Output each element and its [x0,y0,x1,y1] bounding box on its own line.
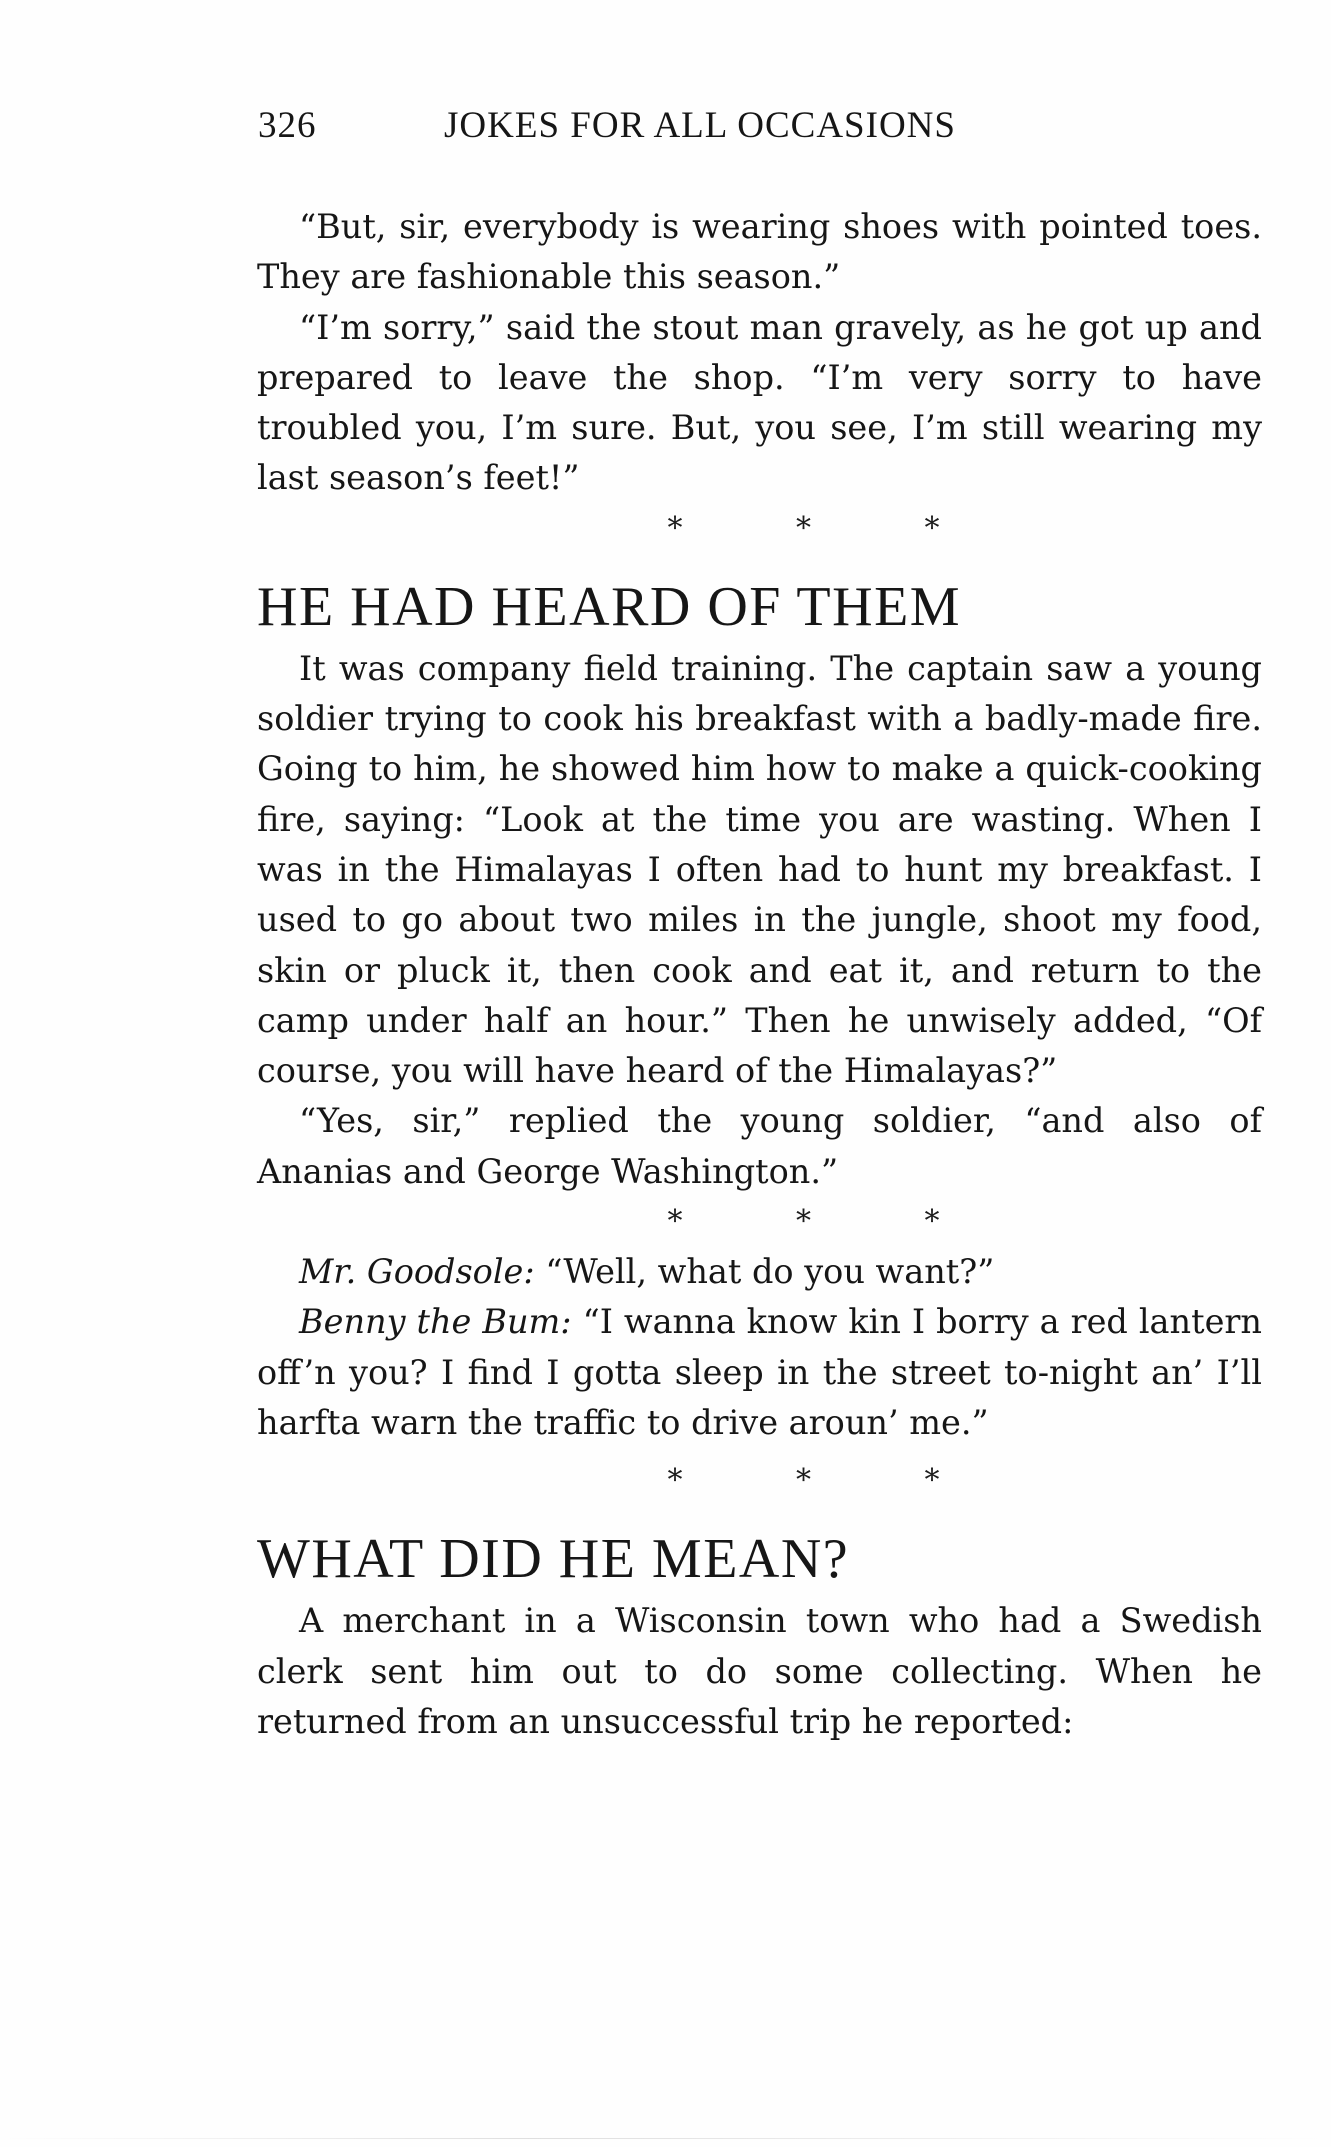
heading-he-had-heard-of-them: HE HAD HEARD OF THEM [257,575,962,638]
scan-edge-line [0,2138,1331,2139]
body-text [257,202,1262,1747]
running-head [258,100,1078,152]
book-title: JOKES FOR ALL OCCASIONS [444,105,956,146]
speaker-name: Benny the Bum: [299,1302,572,1342]
heading-what-did-he-mean: WHAT DID HE MEAN? [257,1528,850,1591]
page-number: 326 [258,105,317,146]
dialogue-text: “I wanna know kin I borry a red lantern off’n you? I find I gotta sleep in the street to-night an’ I’ll harfta warn the traffic to drive aroun’ me.” [257,1302,1262,1442]
paragraph-field-training: It was company field training. The captain saw a young soldier trying to cook his breakfast with a badly-made fire. Going to him, he showed him how to make a quick-cooking fire, saying: “Look at the time you are wasting. When I was in the Himalayas I often had to hunt my breakfast. I used to go about two miles in the jungle, shoot my food, skin or pluck it, then cook and eat it, and return to the camp under half an hour.” Then he unwisely added, “Of course, you will have heard of the Himalayas?” [257,648,1262,1091]
section-separator: * * * [667,510,992,546]
paragraph-wisconsin-merchant: A merchant in a Wisconsin town who had a Swedish clerk sent him out to do some collecting. When he returned from an unsuccessful trip he reported: [257,1601,1262,1741]
section-separator: * * * [667,1204,992,1240]
dialogue-text: “Well, what do you want?” [545,1252,995,1292]
dialogue-goodsole [257,1247,1262,1297]
paragraph-pointed-toes: “But, sir, everybody is wearing shoes with pointed toes. They are fashionable this season.” [257,207,1262,297]
paragraph-stout-man: “I’m sorry,” said the stout man gravely, as he got up and prepared to leave the shop. “I’m very sorry to have troubled you, I’m sure. But, you see, I’m still wearing my last season’s feet!” [257,307,1262,498]
section-separator: * * * [667,1463,992,1499]
speaker-name: Mr. Goodsole: [299,1252,535,1292]
dialogue-benny [257,1297,1262,1448]
paragraph-young-soldier-reply: “Yes, sir,” replied the young soldier, “and also of Ananias and George Washington.” [257,1101,1262,1191]
